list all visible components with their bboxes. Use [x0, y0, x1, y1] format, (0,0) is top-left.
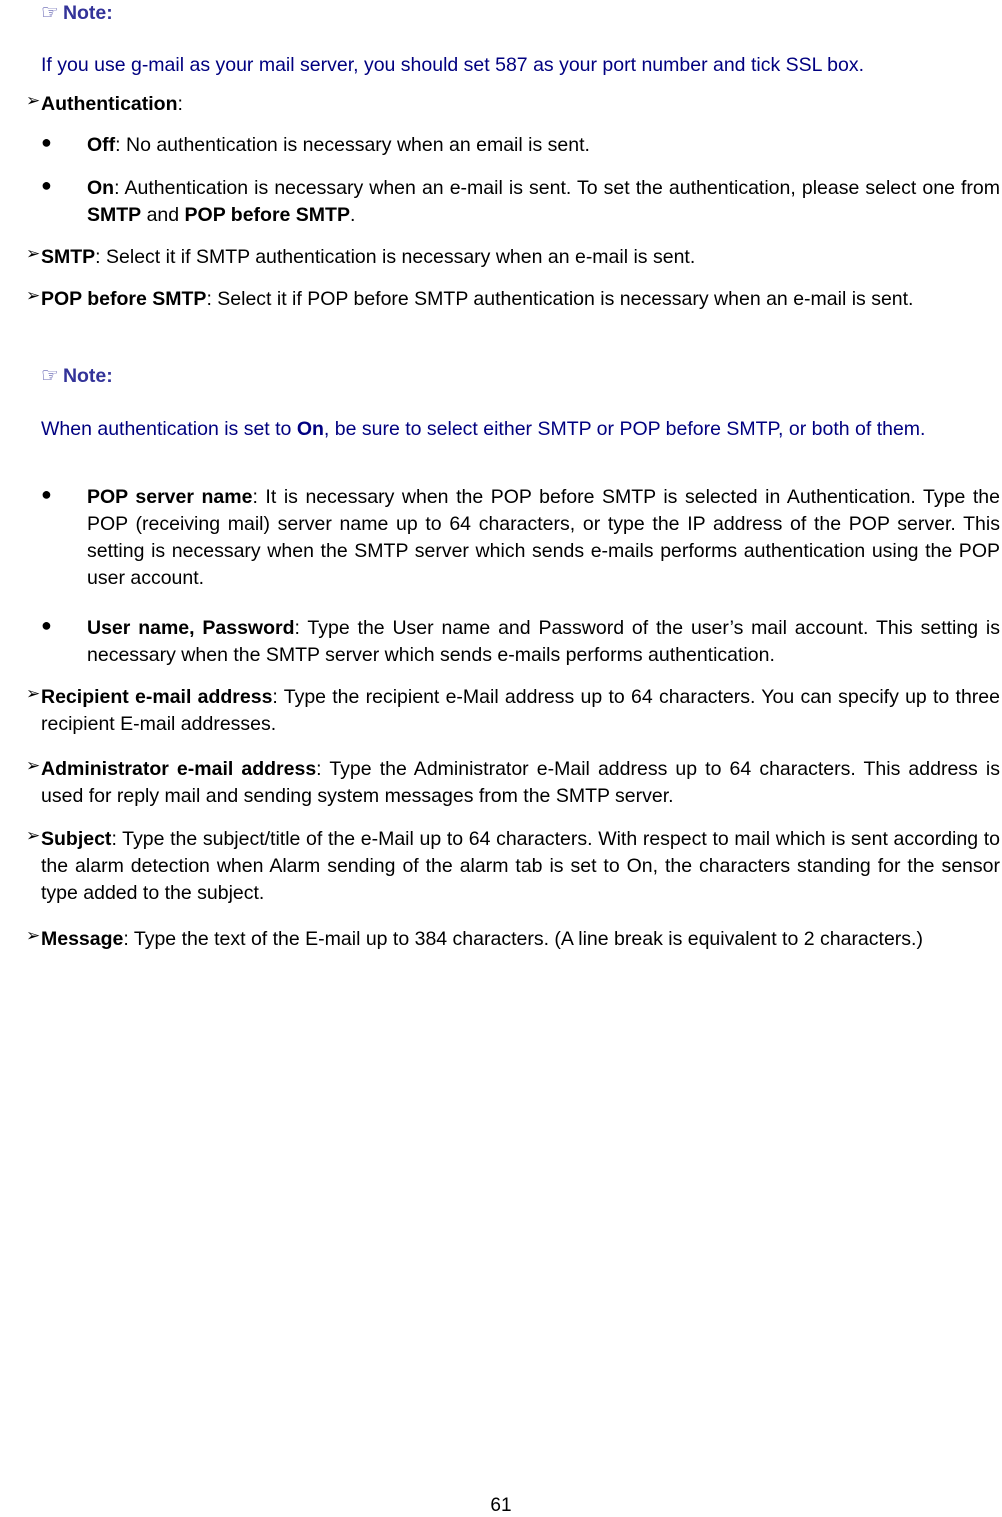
arrow-bullet-icon: ➢ — [26, 91, 41, 110]
note-heading: ☞ Note: — [41, 365, 113, 387]
note-text: If you use g-mail as your mail server, you should set 587 as your port number and tick SSL box. — [41, 54, 865, 76]
bullet-dot-icon: ● — [41, 615, 52, 635]
item-pop-server-name: POP server name: It is necessary when the POP before SMTP is selected in Authentication. Type the POP (receiving mail) server name up to 64 characters, or type the IP address of the POP server. This setting is necessary when the SMTP server which sends e-mails performs authentication using the POP user account. — [87, 486, 1000, 589]
item-user-name-password: User name, Password: Type the User name and Password of the user’s mail account. This setting is necessary when the SMTP server which sends e-mails performs authentication. — [87, 617, 1000, 666]
arrow-bullet-icon: ➢ — [26, 756, 41, 775]
arrow-bullet-icon: ➢ — [26, 926, 41, 945]
section-authentication: Authentication: — [41, 93, 183, 115]
bullet-dot-icon: ● — [41, 484, 52, 504]
section-pop-before-smtp: POP before SMTP: Select it if POP before SMTP authentication is necessary when an e-mail is sent. — [41, 288, 914, 310]
item-auth-on: On: Authentication is necessary when an e-mail is sent. To set the authentication, please select one from SMTP and POP before SMTP. — [87, 177, 1000, 226]
section-message: Message: Type the text of the E-mail up to 384 characters. (A line break is equivalent to 2 characters.) — [41, 928, 923, 950]
page-number: 61 — [490, 1495, 512, 1516]
pointing-hand-icon: ☞ — [41, 365, 59, 387]
arrow-bullet-icon: ➢ — [26, 826, 41, 845]
bullet-dot-icon: ● — [41, 132, 52, 152]
section-subject: Subject: Type the subject/title of the e-Mail up to 64 characters. With respect to mail which is sent according to the alarm detection when Alarm sending of the alarm tab is set to On, the characters standing for the sensor type added to the subject. — [41, 828, 1000, 904]
note-text: When authentication is set to On, be sure to select either SMTP or POP before SMTP, or both of them. — [41, 418, 926, 440]
arrow-bullet-icon: ➢ — [26, 286, 41, 305]
arrow-bullet-icon: ➢ — [26, 244, 41, 263]
arrow-bullet-icon: ➢ — [26, 684, 41, 703]
note-heading: ☞ Note: — [41, 2, 113, 24]
section-smtp: SMTP: Select it if SMTP authentication is necessary when an e-mail is sent. — [41, 246, 696, 268]
bullet-dot-icon: ● — [41, 175, 52, 195]
item-auth-off: Off: No authentication is necessary when an email is sent. — [87, 134, 590, 156]
pointing-hand-icon: ☞ — [41, 2, 59, 24]
section-recipient-email: Recipient e-mail address: Type the recipient e-Mail address up to 64 characters. You can specify up to three recipient E-mail addresses. — [41, 686, 1000, 735]
section-administrator-email: Administrator e-mail address: Type the Administrator e-Mail address up to 64 characters. This address is used for reply mail and sending system messages from the SMTP server. — [41, 758, 1000, 807]
